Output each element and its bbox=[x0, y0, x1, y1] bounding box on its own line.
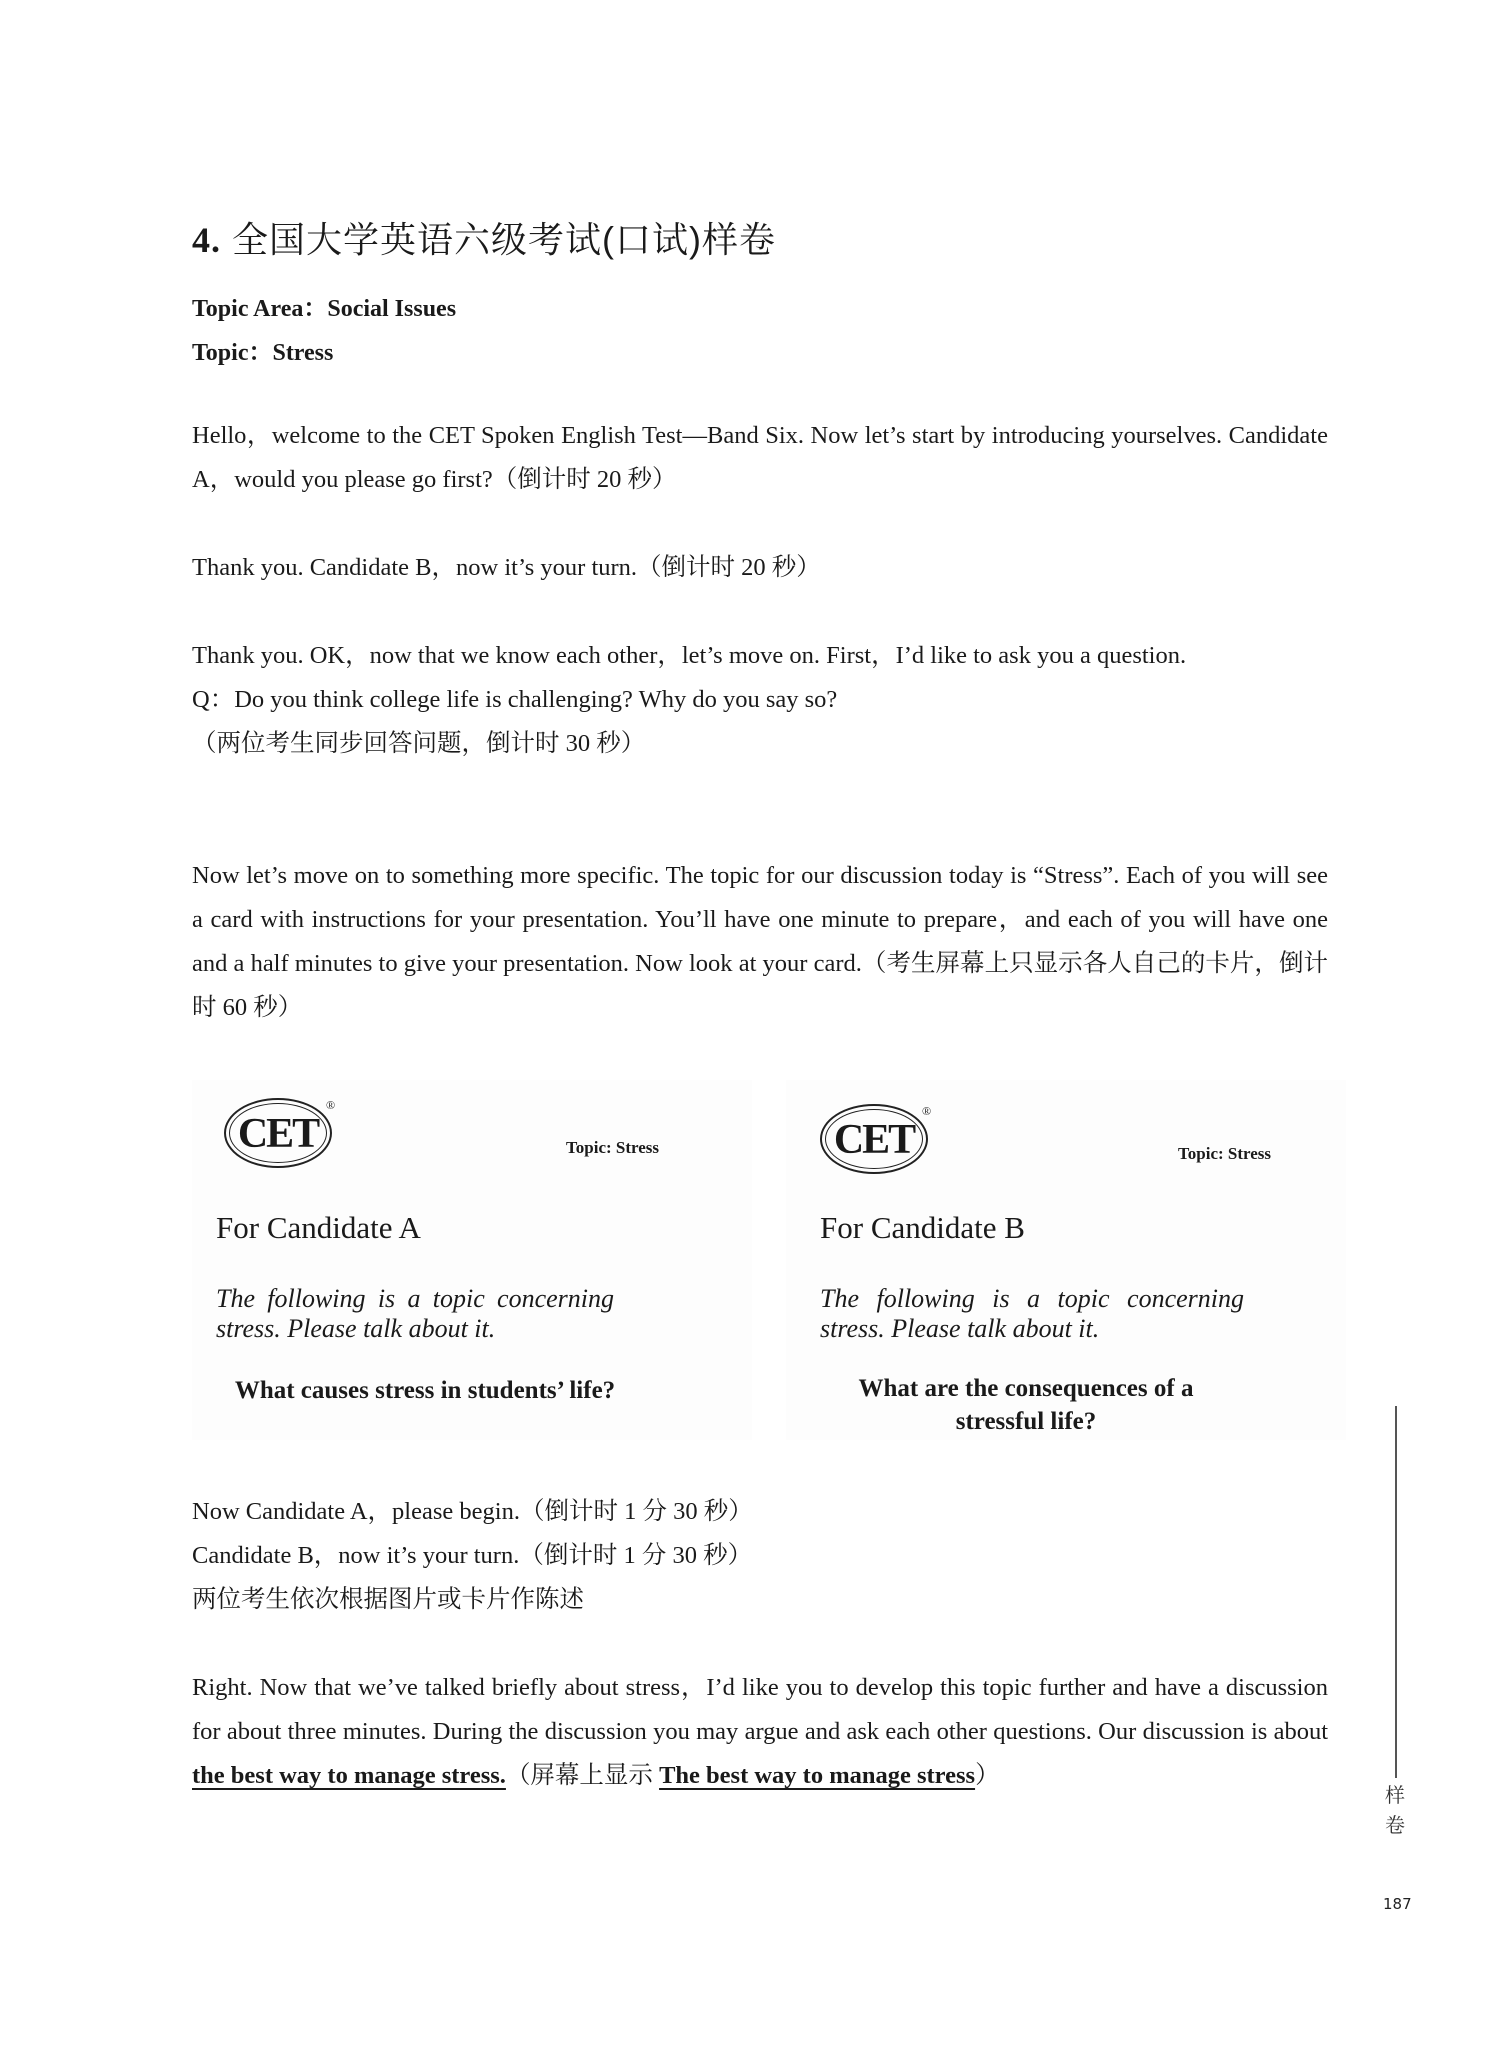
paragraph-presentation bbox=[192, 854, 1328, 1030]
card-topic: Topic: Stress bbox=[566, 1138, 660, 1157]
candidate-card-b bbox=[786, 1080, 1346, 1440]
page-number: 187 bbox=[1383, 1895, 1412, 1913]
margin-label: 样 卷 bbox=[1385, 1783, 1405, 1837]
registered-mark: ® bbox=[326, 1098, 336, 1112]
screen-topic: The best way to manage stress bbox=[659, 1762, 976, 1789]
turn-b-text: Thank you. Candidate B，now it’s your turn.（倒计时 20 秒） bbox=[192, 554, 821, 581]
question-note: （两位考生同步回答问题，倒计时 30 秒） bbox=[192, 730, 646, 757]
discussion-text: Right. Now that we’ve talked briefly about stress，I’d like you to develop this topic further and have a discussion for about three minutes. During the discussion you may argue and ask each other questions. Our discussion is about the best way to manage stress.（屏幕上显示 The best way to manage stress） bbox=[192, 1674, 1328, 1789]
begin-a-text: Now Candidate A，please begin.（倒计时 1 分 30 秒） bbox=[192, 1498, 753, 1525]
card-candidate-label: For Candidate B bbox=[820, 1210, 1025, 1245]
card-question: What causes stress in students’ life? bbox=[234, 1377, 616, 1404]
section-title-text: 全国大学英语六级考试(口试)样卷 bbox=[232, 219, 776, 260]
registered-mark: ® bbox=[922, 1104, 932, 1118]
question-intro-text: Thank you. OK，now that we know each other，let’s move on. First，I’d like to ask you a question. bbox=[192, 642, 1187, 669]
topic: Topic：Stress bbox=[192, 340, 334, 366]
section-number: 4. bbox=[192, 220, 221, 260]
paragraph-turn-b bbox=[192, 546, 1328, 590]
card-question: What are the consequences of a stressful life? bbox=[858, 1375, 1194, 1435]
paragraph-question bbox=[192, 634, 1328, 766]
margin-rule bbox=[1395, 1406, 1397, 1778]
discussion-topic: the best way to manage stress. bbox=[192, 1762, 506, 1789]
candidate-card-a bbox=[192, 1080, 752, 1440]
card-topic: Topic: Stress bbox=[1178, 1144, 1272, 1163]
cet-logo: CET bbox=[224, 1098, 332, 1168]
cet-logo: CET bbox=[820, 1104, 928, 1174]
begin-b-text: Candidate B，now it’s your turn.（倒计时 1 分 30 秒） bbox=[192, 1542, 753, 1569]
paragraph-begin bbox=[192, 1490, 1328, 1622]
question-text: Q：Do you think college life is challenging? Why do you say so? bbox=[192, 686, 838, 713]
paragraph-discussion bbox=[192, 1666, 1328, 1798]
presentation-text: Now let’s move on to something more specific. The topic for our discussion today is “Stress”. Each of you will see a card with instructions for your presentation. You’ll have one minute to prepare，and each of you will have one and a half minutes to give your presentation. Now look at your card.（考生屏幕上只显示各人自己的卡片，倒计时 60 秒） bbox=[192, 862, 1328, 1021]
card-instruction: The following is a topic concerning stress. Please talk about it. bbox=[820, 1284, 1244, 1343]
section-title bbox=[192, 212, 776, 263]
presentation-note: 两位考生依次根据图片或卡片作陈述 bbox=[192, 1586, 584, 1613]
card-candidate-label: For Candidate A bbox=[216, 1210, 421, 1245]
intro-text: Hello，welcome to the CET Spoken English Test—Band Six. Now let’s start by introducing yourselves. Candidate A，would you please go first?（倒计时 20 秒） bbox=[192, 422, 1328, 493]
topic-area: Topic Area：Social Issues bbox=[192, 296, 457, 322]
card-instruction: The following is a topic concerning stress. Please talk about it. bbox=[216, 1284, 614, 1343]
paragraph-intro bbox=[192, 414, 1328, 502]
